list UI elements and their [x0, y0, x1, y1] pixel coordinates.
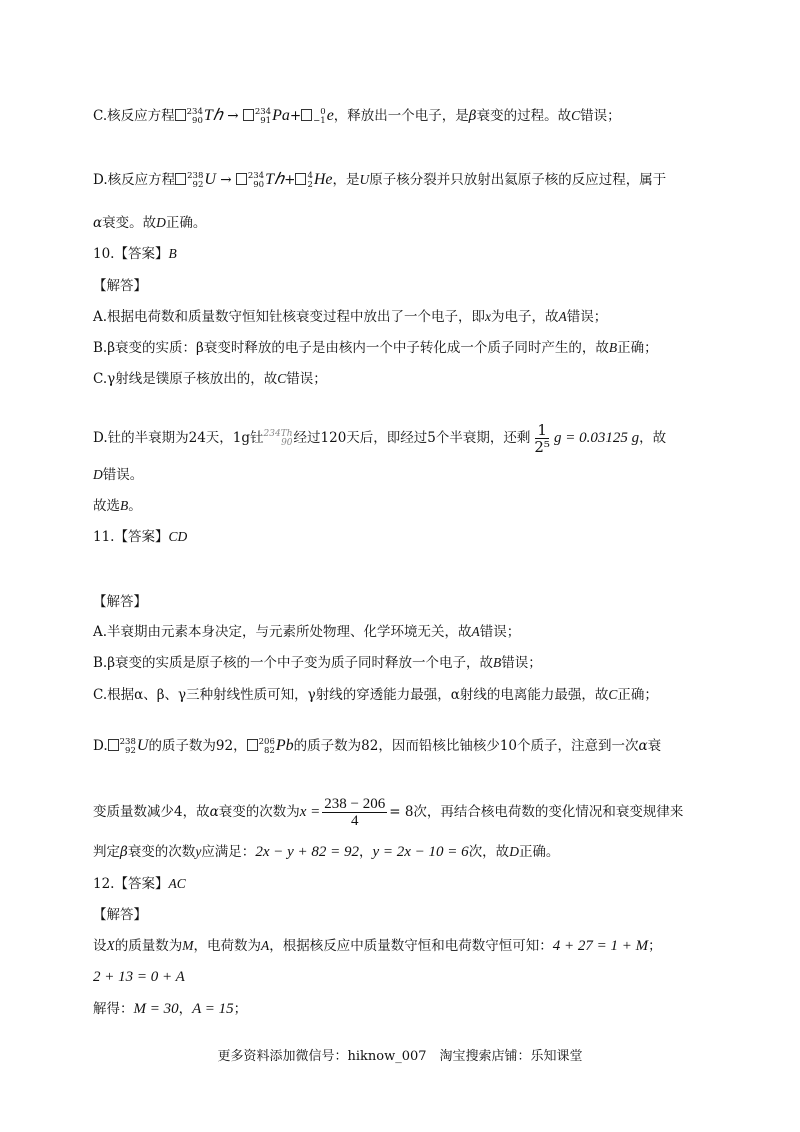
option-letter: C	[571, 108, 581, 123]
nuclide-indices: 206 82	[258, 736, 275, 756]
box-placeholder	[175, 173, 186, 185]
text: C.核反应方程	[93, 108, 175, 124]
nuclide-indices: 0 −1	[313, 106, 326, 126]
arrow: →	[227, 108, 239, 124]
alpha-symbol: α	[93, 215, 103, 231]
beta-symbol: β	[468, 108, 477, 124]
text: 错误；	[580, 108, 621, 124]
text: 衰变的过程。故	[476, 108, 572, 124]
box-placeholder	[108, 739, 119, 751]
solution-heading: 【解答】	[93, 278, 147, 294]
answer-label: 12.【答案】	[93, 876, 169, 892]
nuclide-indices: 234 90	[247, 170, 265, 190]
nuclide-indices: 238 92	[119, 736, 136, 756]
option-letter: D	[156, 215, 166, 230]
arrow: →	[220, 172, 232, 188]
answer-value: AC	[168, 876, 186, 891]
solution-heading: 【解答】	[93, 594, 147, 610]
page-footer: 更多资料添加微信号：hiknow_007 淘宝搜索店铺：乐知课堂	[217, 1049, 583, 1064]
line-10a: A.根据电荷数和质量数守恒知钍核衰变过程中放出了一个电子，即x为电子，故A错误；	[93, 309, 608, 325]
line-11a: A.半衰期由元素本身决定，与元素所处物理、化学环境无关，故A错误；	[93, 624, 521, 640]
nuclide-symbol: Tℎ	[265, 171, 285, 188]
fraction-one-over-2-pow-5: $\frac{1}{\text{2⁵}}$	[534, 421, 550, 456]
text: 原子核分裂并只放射出氦原子核的反应过程，属于	[369, 172, 667, 188]
nuclide-symbol: e	[326, 107, 334, 124]
line-12b: 2 + 13 = 0 + A	[93, 969, 185, 985]
box-placeholder	[295, 173, 306, 185]
math-expression: g = 0.03125 g	[553, 430, 640, 446]
answer-label: 11.【答案】	[93, 529, 169, 545]
element-letter: U	[359, 172, 370, 187]
nuclide-symbol: Pa	[272, 107, 290, 124]
line-10d: D.钍的半衰期为24天，1g钍 234Th 90 经过120天后，即经过5个半衰期，还剩 $\frac{1}{\text{2⁵}}$ g = 0.03125 g，故	[93, 421, 667, 456]
faint-nuclide: 234Th 90	[263, 429, 293, 448]
box-placeholder	[236, 173, 247, 185]
nuclide-symbol: U	[204, 171, 216, 188]
nuclide-symbol: Tℎ	[203, 107, 223, 124]
answer-label: 10.【答案】	[93, 246, 169, 262]
text: ，是	[332, 172, 360, 188]
line-11c: C.根据α、β、γ三种射线性质可知，γ射线的穿透能力最强，α射线的电离能力最强，故C正确；	[93, 687, 658, 703]
answer-value: B	[168, 246, 177, 261]
answer-value: CD	[168, 529, 188, 544]
line-10d-continued: D错误。	[93, 467, 144, 483]
fraction-decay-count: $\frac{238 - 206}{4}$	[324, 796, 386, 829]
line-11b: B.β衰变的实质是原子核的一个中子变为质子同时释放一个电子，故B错误；	[93, 655, 542, 671]
text: 衰变。故	[102, 215, 157, 231]
plus-sign: +	[284, 172, 296, 188]
text: ，释放出一个电子，是	[333, 108, 469, 124]
line-10b: B.β衰变的实质：β衰变时释放的电子是由核内一个中子转化成一个质子同时产生的，故B正确；	[93, 340, 658, 356]
answer-11-heading	[93, 527, 740, 547]
box-placeholder	[175, 109, 186, 121]
line-12c: 解得：M = 30，A = 15；	[93, 1001, 248, 1017]
line-11f: 判定β衰变的次数y应满足：2x − y + 82 = 92，y = 2x − 10 = 6次，故D正确。	[93, 844, 560, 860]
box-placeholder	[247, 739, 258, 751]
line-d-continued	[93, 213, 740, 233]
answer-12-heading	[93, 874, 740, 894]
line-d-reaction	[93, 170, 740, 190]
nuclide-indices: 4 2	[307, 170, 313, 190]
line-11e: 变质量数减少4，故α衰变的次数为x = $\frac{238 - 206}{4}$ = 8次，再结合核电荷数的变化情况和衰变规律来	[93, 796, 684, 829]
line-10-select: 故选B。	[93, 498, 142, 514]
answer-10-heading	[93, 244, 740, 264]
line-c-reaction	[93, 106, 740, 126]
line-11d: D. 238 92 U的质子数为92， 206 82 Pb的质子数为82，因而铅核比铀核少10个质子，注意到一次α衰	[93, 736, 662, 756]
box-placeholder	[243, 109, 254, 121]
line-10c: C.γ射线是镤原子核放出的，故C错误；	[93, 371, 327, 387]
nuclide-symbol: He	[313, 171, 333, 188]
line-12a: 设X的质量数为M，电荷数为A，根据核反应中质量数守恒和电荷数守恒可知：4 + 27 = 1 + M；	[93, 938, 662, 954]
nuclide-indices: 234 90	[186, 106, 203, 126]
solution-heading: 【解答】	[93, 907, 147, 923]
box-placeholder	[301, 109, 312, 121]
plus-sign: +	[289, 108, 302, 124]
text: 正确。	[165, 215, 207, 231]
nuclide-indices: 238 92	[187, 170, 204, 190]
text: D.核反应方程	[93, 172, 176, 188]
nuclide-indices: 234 91	[254, 106, 272, 126]
